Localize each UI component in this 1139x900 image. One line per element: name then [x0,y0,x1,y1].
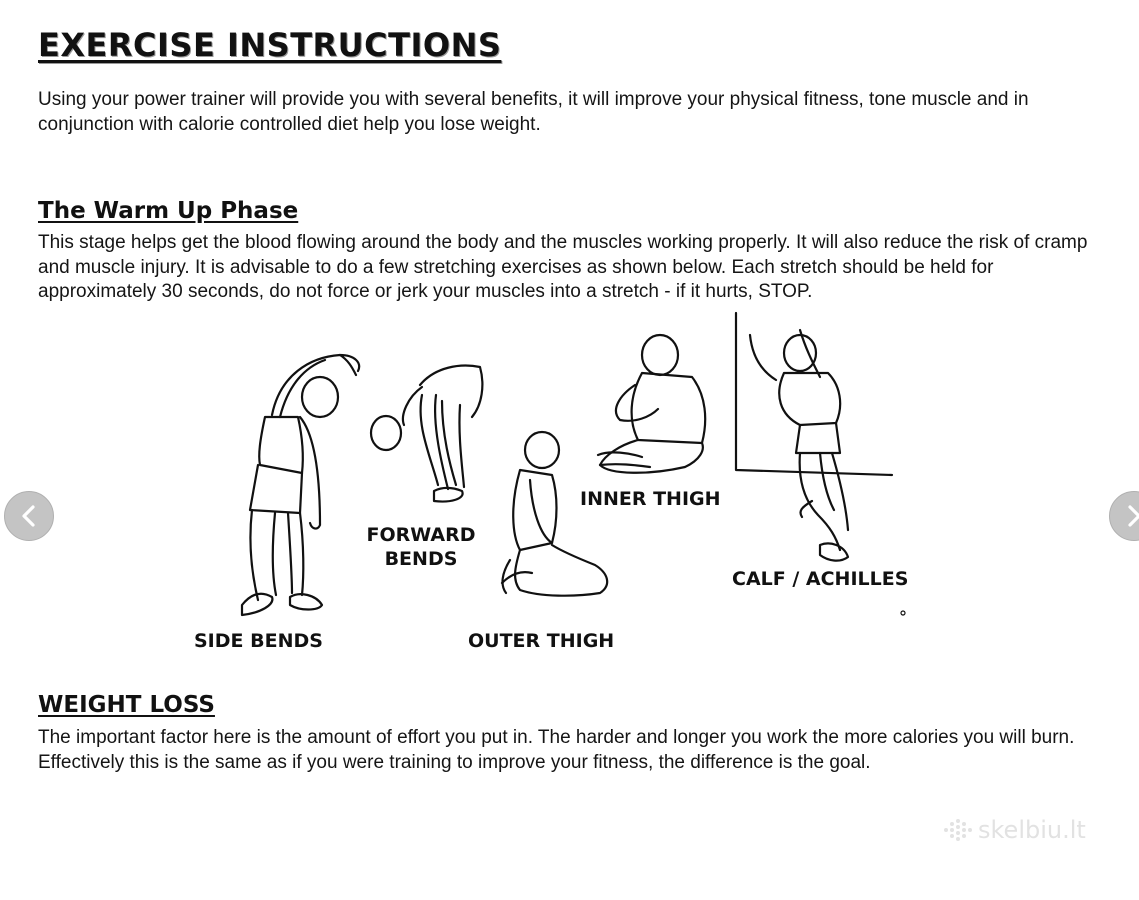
stretching-illustration [180,305,940,675]
watermark-logo-icon [942,818,972,842]
outer-thigh-label: OUTER THIGH [468,630,615,652]
outer-thigh-figure [502,432,607,596]
chevron-left-icon [16,503,42,529]
forward-bends-label: FORWARD BENDS [366,524,476,570]
weight-loss-paragraph: The important factor here is the amount of effort you put in. The harder and longer you work the more calories you will burn. Effectively this is the same as if you were training to improve your fitness, the difference is the goal. [38,727,1075,773]
chevron-right-icon [1121,503,1139,529]
previous-button[interactable] [4,491,54,541]
calf-achilles-figure [736,313,892,561]
watermark [942,816,1086,844]
weight-loss-heading: WEIGHT LOSS [38,692,215,718]
forward-bends-figure [371,366,482,502]
watermark-text: skelbiu.lt [978,816,1086,844]
inner-thigh-figure [598,335,705,473]
side-bends-label: SIDE BENDS [194,630,323,652]
warm-up-heading: The Warm Up Phase [38,198,299,224]
page-title: EXERCISE INSTRUCTIONS [38,26,502,64]
inner-thigh-label: INNER THIGH [580,488,721,510]
next-button[interactable] [1109,491,1139,541]
intro-paragraph: Using your power trainer will provide you with several benefits, it will improve your physical fitness, tone muscle and in conjunction with calorie controlled diet help you lose weight. [38,89,1029,135]
warm-up-paragraph: This stage helps get the blood flowing around the body and the muscles working properly. It will also reduce the risk of cramp and muscle injury. It is advisable to do a few stretching exercises as shown below. Each stretch should be held for approximately 30 seconds, do not force or jerk your muscles into a stretch - if it hurts, STOP. [38,232,1088,302]
calf-achilles-label: CALF / ACHILLES [732,568,909,590]
side-bends-figure [242,355,359,615]
